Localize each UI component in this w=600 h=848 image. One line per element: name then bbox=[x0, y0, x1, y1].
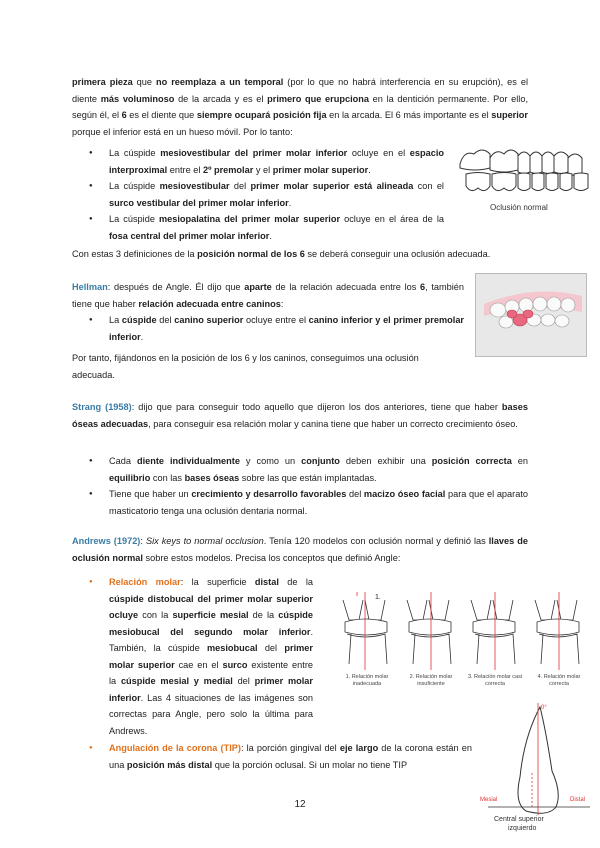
hellman-heading: Hellman bbox=[72, 282, 108, 292]
hellman-paragraph: Hellman: después de Angle. Él dijo que aparte de la relación adecuada entre los 6, también tiene que haber relación adecuada entre caninos: bbox=[72, 282, 465, 309]
strang-heading: Strang (1958) bbox=[72, 402, 132, 412]
angle-bullet-list bbox=[72, 145, 444, 244]
andrews-key1-list bbox=[72, 574, 313, 739]
tip-caption-1: Central superior bbox=[494, 816, 544, 823]
molar-illustration bbox=[335, 590, 593, 672]
list-item: ● Cada diente individualmente y como un conjunto deben exhibir una posición correcta en equilibrio con las bases óseas sobre las que están implantadas. bbox=[72, 453, 528, 486]
distal-label: Distal bbox=[570, 797, 586, 803]
molar-caption-2: 2. Relación molar insuficiente bbox=[409, 674, 453, 687]
list-item: ● La cúspide mesiovestibular del primer molar superior está alineada con el surco vestibular del primer molar inferior. bbox=[72, 178, 444, 211]
list-item: ● Angulación de la corona (TIP): la porción gingival del eje largo de la corona están en una posición más distal que la porción oclusal. Si un molar no tiene TIP bbox=[72, 740, 472, 773]
occlusion-normal-figure bbox=[452, 144, 600, 216]
figure-marker: 1. bbox=[375, 594, 381, 601]
molar-caption-1: 1. Relación molar inadecuada bbox=[345, 674, 389, 687]
page-number: 12 bbox=[294, 799, 306, 810]
summary-paragraph: Con estas 3 definiciones de la posición normal de los 6 se deberá conseguir una oclusión adecuada. bbox=[72, 249, 491, 259]
figure-caption: Oclusión normal bbox=[490, 203, 548, 212]
andrews-paragraph: Andrews (1972): Six keys to normal occlusion. Tenía 120 modelos con oclusión normal y definió las llaves de oclusión normal sobre estos modelos. Precisa los conceptos que definió Angle: bbox=[72, 536, 528, 563]
strang-bullet-list bbox=[72, 453, 528, 519]
canine-teeth-illustration bbox=[476, 274, 586, 356]
intro-paragraph: primera pieza que no reemplaza a un temporal (por lo que no habrá interferencia en su erupción), es el diente más voluminoso de la arcada y es el primero que erupciona en la dentición permanente. Por ello, según él, el 6 es el diente que siempre ocupará posición fija en la arcada. El 6 más importante es el superior porque el inferior está en un hueso móvil. Por lo tanto: bbox=[72, 77, 529, 137]
list-item: ● Tiene que haber un crecimiento y desarrollo favorables del macizo óseo facial para que el aparato masticatorio tenga una oclusión dentaria normal. bbox=[72, 486, 528, 519]
andrews-heading: Andrews (1972) bbox=[72, 536, 141, 546]
tip-crown-figure bbox=[478, 703, 596, 843]
molar-caption-3: 3. Relación molar casi correcta bbox=[467, 674, 523, 687]
list-item: ● Relación molar: la superficie distal de la cúspide distobucal del primer molar superior ocluye con la superficie mesial de la cúspide mesiobucal del segundo molar inferior. También, la cúspide mesiobucal del primer molar superior cae en el surco existente entre la cúspide mesial y medial del primer molar inferior. Las 4 situaciones de las imágenes son correctas para Angle, pero solo la última para Andrews. bbox=[72, 574, 313, 739]
key-title: Relación molar bbox=[109, 577, 181, 587]
canine-occlusion-photo bbox=[475, 273, 587, 357]
molar-caption-4: 4. Relación molar correcta bbox=[537, 674, 581, 687]
angle-label: 0° bbox=[541, 705, 547, 711]
mesial-label: Mesial bbox=[480, 797, 498, 803]
list-item: ● La cúspide mesiovestibular del primer molar inferior ocluye en el espacio interproximal entre el 2º premolar y el primer molar superior. bbox=[72, 145, 444, 178]
hellman-conclusion: Por tanto, fijándonos en la posición de los 6 y los caninos, conseguimos una oclusión adecuada. bbox=[72, 353, 419, 380]
tip-caption-2: izquierdo bbox=[508, 825, 537, 832]
hellman-bullet-list bbox=[72, 312, 464, 345]
list-item: ● La cúspide mesiopalatina del primer molar superior ocluye en el área de la fosa central del primer molar inferior. bbox=[72, 211, 444, 244]
strang-paragraph: Strang (1958): dijo que para conseguir todo aquello que dijeron los dos anteriores, tiene que haber bases óseas adecuadas, para conseguir esa relación molar y canina tiene que haber un correcto crecimiento óseo. bbox=[72, 402, 528, 429]
list-item: ● La cúspide del canino superior ocluye entre el canino inferior y el primer premolar inferior. bbox=[72, 312, 464, 345]
key-title: Angulación de la corona (TIP) bbox=[109, 743, 241, 753]
molar-relation-figure bbox=[335, 590, 593, 695]
andrews-key2-list bbox=[72, 740, 472, 773]
